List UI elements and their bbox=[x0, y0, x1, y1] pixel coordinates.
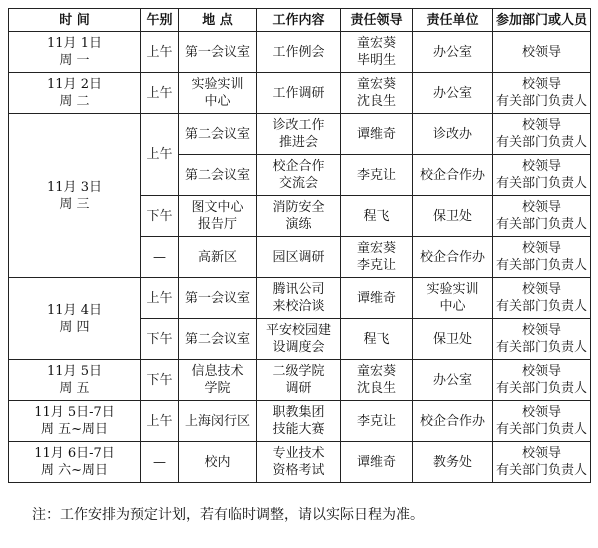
place-cell: 实验实训 中心 bbox=[191, 77, 244, 109]
place-cell: 第二会议室 bbox=[184, 167, 250, 183]
table-row bbox=[9, 360, 591, 401]
period-cell: 下午 bbox=[146, 331, 173, 347]
table-row bbox=[9, 278, 591, 319]
leader-cell: 童宏葵 李克让 bbox=[356, 241, 396, 273]
period-cell: — bbox=[153, 249, 166, 265]
unit-cell: 校企合作办 bbox=[419, 167, 485, 183]
header-period: 午别 bbox=[141, 9, 179, 32]
header-row bbox=[9, 9, 591, 32]
attendees-cell: 校领导 有关部门负责人 bbox=[495, 77, 587, 109]
table-row bbox=[9, 401, 591, 442]
period-cell: 下午 bbox=[146, 372, 173, 388]
header-place: 地 点 bbox=[179, 9, 257, 32]
unit-cell: 办公室 bbox=[432, 372, 472, 388]
period-cell: 上午 bbox=[146, 413, 173, 429]
unit-cell: 教务处 bbox=[432, 454, 472, 470]
content-cell: 消防安全 演练 bbox=[272, 200, 325, 232]
unit-cell: 校企合作办 bbox=[419, 413, 485, 429]
attendees-cell: 校领导 有关部门负责人 bbox=[495, 405, 587, 437]
unit-cell: 保卫处 bbox=[432, 331, 472, 347]
leader-cell: 谭维奇 bbox=[356, 290, 396, 306]
schedule-table bbox=[8, 8, 591, 483]
table-row bbox=[9, 73, 591, 114]
table-row bbox=[9, 32, 591, 73]
header-leader: 责任领导 bbox=[341, 9, 413, 32]
place-cell: 图文中心 报告厅 bbox=[191, 200, 244, 232]
unit-cell: 诊改办 bbox=[432, 126, 472, 142]
place-cell: 校内 bbox=[204, 454, 231, 470]
leader-cell: 谭维奇 bbox=[356, 454, 396, 470]
unit-cell: 实验实训 中心 bbox=[426, 282, 479, 314]
content-cell: 工作调研 bbox=[272, 85, 325, 101]
date-cell: 11月 6日-7日 周 六~周日 bbox=[34, 446, 115, 478]
leader-cell: 程飞 bbox=[363, 331, 390, 347]
attendees-cell: 校领导 有关部门负责人 bbox=[495, 241, 587, 273]
place-cell: 第一会议室 bbox=[184, 290, 250, 306]
content-cell: 诊改工作 推进会 bbox=[272, 118, 325, 150]
content-cell: 专业技术 资格考试 bbox=[272, 446, 325, 478]
footnote: 注：工作安排为预定计划，若有临时调整，请以实际日程为准。 bbox=[32, 507, 424, 523]
content-cell: 工作例会 bbox=[272, 44, 325, 60]
content-cell: 职教集团 技能大赛 bbox=[272, 405, 325, 437]
header-unit: 责任单位 bbox=[413, 9, 493, 32]
leader-cell: 李克让 bbox=[356, 413, 396, 429]
date-cell: 11月 3日 周 三 bbox=[47, 179, 102, 212]
unit-cell: 办公室 bbox=[432, 85, 472, 101]
content-cell: 平安校园建 设调度会 bbox=[265, 323, 331, 355]
place-cell: 上海闵行区 bbox=[184, 413, 250, 429]
content-cell: 校企合作 交流会 bbox=[272, 159, 325, 191]
attendees-cell: 校领导 有关部门负责人 bbox=[495, 282, 587, 314]
attendees-cell: 校领导 有关部门负责人 bbox=[495, 118, 587, 150]
attendees-cell: 校领导 有关部门负责人 bbox=[495, 364, 587, 396]
period-cell: 上午 bbox=[146, 290, 173, 306]
attendees-cell: 校领导 bbox=[521, 44, 561, 60]
date-cell: 11月 1日 周 一 bbox=[47, 36, 102, 68]
leader-cell: 李克让 bbox=[356, 167, 396, 183]
period-cell: 下午 bbox=[146, 208, 173, 224]
unit-cell: 办公室 bbox=[432, 44, 472, 60]
header-content: 工作内容 bbox=[257, 9, 341, 32]
attendees-cell: 校领导 有关部门负责人 bbox=[495, 446, 587, 478]
leader-cell: 谭维奇 bbox=[356, 126, 396, 142]
table-row bbox=[9, 114, 591, 155]
period-cell: — bbox=[153, 454, 166, 470]
content-cell: 园区调研 bbox=[272, 249, 325, 265]
place-cell: 第二会议室 bbox=[184, 126, 250, 142]
content-cell: 二级学院 调研 bbox=[272, 364, 325, 396]
place-cell: 第一会议室 bbox=[184, 44, 250, 60]
unit-cell: 校企合作办 bbox=[419, 249, 485, 265]
place-cell: 信息技术 学院 bbox=[191, 364, 244, 396]
attendees-cell: 校领导 有关部门负责人 bbox=[495, 200, 587, 232]
date-cell: 11月 5日 周 五 bbox=[47, 364, 102, 396]
leader-cell: 程飞 bbox=[363, 208, 390, 224]
date-cell: 11月 2日 周 二 bbox=[47, 77, 102, 109]
attendees-cell: 校领导 有关部门负责人 bbox=[495, 159, 587, 191]
header-time: 时 间 bbox=[9, 9, 141, 32]
place-cell: 高新区 bbox=[197, 249, 237, 265]
place-cell: 第二会议室 bbox=[184, 331, 250, 347]
attendees-cell: 校领导 有关部门负责人 bbox=[495, 323, 587, 355]
table-row bbox=[9, 442, 591, 483]
period-cell: 上午 bbox=[146, 44, 173, 60]
date-cell: 11月 4日 周 四 bbox=[47, 302, 102, 335]
leader-cell: 童宏葵 沈良生 bbox=[356, 77, 396, 109]
content-cell: 腾讯公司 来校洽谈 bbox=[272, 282, 325, 314]
period-cell: 上午 bbox=[146, 85, 173, 101]
leader-cell: 童宏葵 沈良生 bbox=[356, 364, 396, 396]
unit-cell: 保卫处 bbox=[432, 208, 472, 224]
date-cell: 11月 5日-7日 周 五~周日 bbox=[34, 405, 115, 437]
leader-cell: 童宏葵 毕明生 bbox=[356, 36, 396, 68]
header-attendees: 参加部门或人员 bbox=[493, 9, 591, 32]
period-cell: 上午 bbox=[146, 147, 173, 162]
